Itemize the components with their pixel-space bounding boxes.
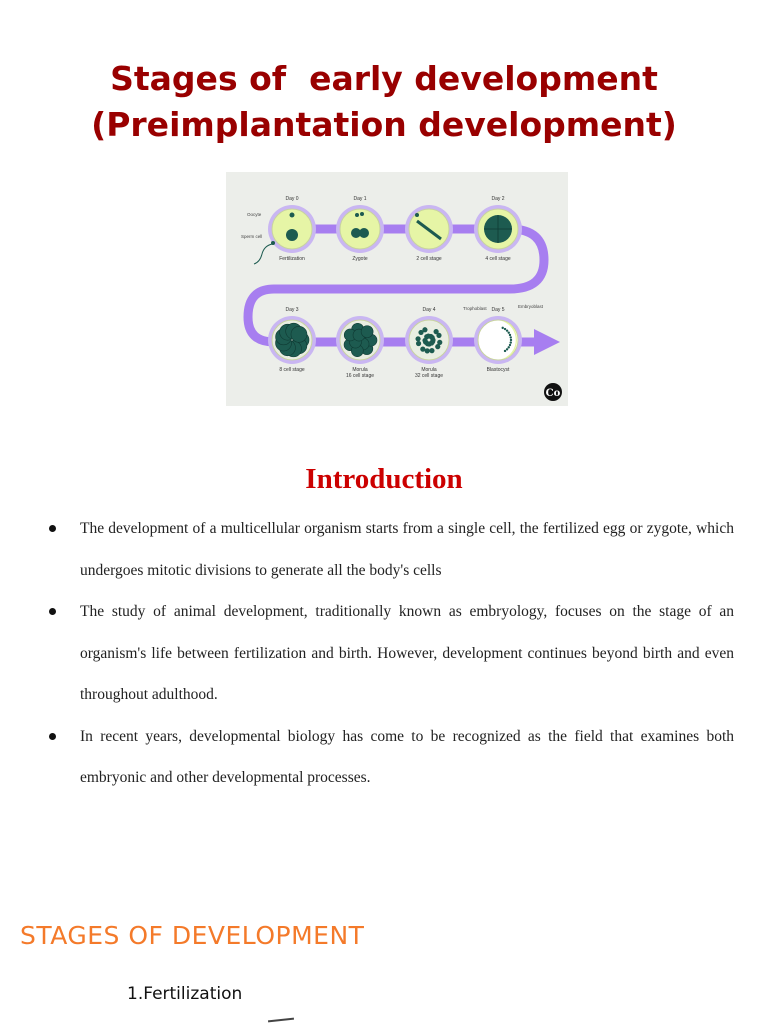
embryoblast-label: Embryoblast	[518, 304, 544, 309]
stage-day-label: Day 4	[422, 307, 436, 313]
stage-name-label: 8 cell stage	[279, 367, 305, 373]
title-line-1: Stages of early development	[110, 59, 658, 98]
development-stages-figure	[226, 172, 568, 406]
handwritten-stroke	[268, 1018, 294, 1023]
stage-name-label: Morula	[421, 367, 437, 373]
sperm-cell-icon	[254, 244, 272, 264]
stage-day-label: Day 1	[353, 196, 367, 202]
stage-day-label: Day 0	[285, 196, 299, 202]
oocyte-label: Oocyte	[247, 212, 262, 217]
bullet-item: The study of animal development, traditionally known as embryology, focuses on the stage of an organism's life between fertilization and birth. However, development continues beyond birth and even throughout adulthood.	[0, 591, 768, 716]
intro-bullet-list	[0, 508, 768, 799]
intro-heading: Introduction	[305, 463, 463, 495]
stage-name-label: Blastocyst	[486, 367, 510, 373]
stage-name-label: 32 cell stage	[414, 373, 444, 379]
arrow-head-icon	[534, 329, 560, 355]
stage-name-label: Morula	[352, 367, 368, 373]
section-subheading: 1.Fertilization	[127, 984, 243, 1004]
stage-day-label: Day 5	[491, 307, 505, 313]
stage-name-label: Zygote	[352, 256, 368, 262]
stage-name-label: Fertilization	[279, 256, 305, 262]
cell-body	[340, 209, 380, 249]
bullet-icon	[49, 525, 56, 532]
bullet-icon	[49, 608, 56, 615]
stage-name-label: 16 cell stage	[345, 373, 375, 379]
section-heading: STAGES OF DEVELOPMENT	[20, 921, 365, 950]
bullet-icon	[49, 733, 56, 740]
cell-body	[409, 320, 449, 360]
stage-name-label: 4 cell stage	[485, 256, 511, 262]
sperm-label: Sperm cell	[241, 234, 263, 239]
bullet-item: The development of a multicellular organism starts from a single cell, the fertilized egg or zygote, which undergoes mitotic divisions to generate all the body's cells	[0, 508, 768, 591]
stage-name-label: 2 cell stage	[416, 256, 442, 262]
stage-day-label: Day 3	[285, 307, 299, 313]
stage-day-label: Day 2	[491, 196, 505, 202]
bullet-item: In recent years, developmental biology has come to be recognized as the field that examines both embryonic and other developmental processes.	[0, 716, 768, 799]
trophoblast-label: Trophoblast	[463, 306, 487, 311]
logo-text: Co	[545, 388, 561, 399]
page-title	[0, 56, 768, 148]
title-line-2: (Preimplantation development)	[91, 105, 677, 144]
